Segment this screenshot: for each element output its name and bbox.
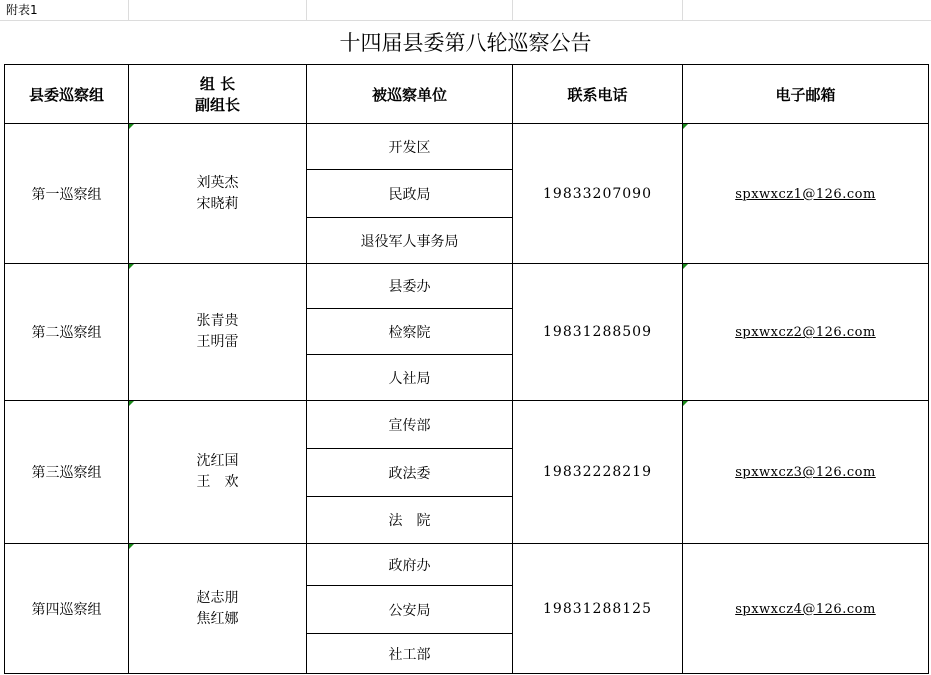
email-cell[interactable] bbox=[683, 544, 929, 674]
column-gridline bbox=[682, 0, 683, 20]
email-link[interactable]: spxwxcz4@126.com bbox=[735, 601, 876, 617]
deputy-leader-name: 王明雷 bbox=[196, 334, 239, 350]
unit-cell[interactable]: 检察院 bbox=[307, 309, 513, 355]
unit-cell[interactable]: 开发区 bbox=[307, 124, 513, 170]
attachment-label[interactable]: 附表1 bbox=[6, 3, 38, 17]
cell-comment-marker bbox=[129, 401, 134, 406]
leader-cell[interactable] bbox=[129, 401, 307, 544]
leader-cell[interactable] bbox=[129, 264, 307, 401]
table-row bbox=[5, 264, 929, 309]
cell-comment-marker bbox=[129, 264, 134, 269]
header-row bbox=[5, 65, 929, 124]
inspection-table bbox=[4, 64, 929, 674]
column-gridline bbox=[306, 0, 307, 20]
column-gridline bbox=[512, 0, 513, 20]
leader-cell[interactable] bbox=[129, 124, 307, 264]
header-units[interactable]: 被巡察单位 bbox=[307, 65, 513, 124]
group-name-cell[interactable]: 第四巡察组 bbox=[5, 544, 129, 674]
cell-comment-marker bbox=[683, 264, 688, 269]
email-cell[interactable] bbox=[683, 124, 929, 264]
header-leader-line1: 组 长 bbox=[199, 75, 236, 93]
header-email[interactable]: 电子邮箱 bbox=[683, 65, 929, 124]
unit-cell[interactable]: 政法委 bbox=[307, 449, 513, 497]
unit-cell[interactable]: 退役军人事务局 bbox=[307, 218, 513, 264]
leader-name: 张青贵 bbox=[196, 313, 239, 329]
phone-cell[interactable]: 19831288509 bbox=[513, 264, 683, 401]
unit-cell[interactable]: 法 院 bbox=[307, 497, 513, 544]
cell-comment-marker bbox=[129, 544, 134, 549]
deputy-leader-name: 宋晓莉 bbox=[196, 195, 239, 212]
leader-cell[interactable] bbox=[129, 544, 307, 674]
unit-cell[interactable]: 县委办 bbox=[307, 264, 513, 309]
cell-comment-marker bbox=[683, 401, 688, 406]
unit-cell[interactable]: 人社局 bbox=[307, 355, 513, 401]
header-group[interactable]: 县委巡察组 bbox=[5, 65, 129, 124]
row-gridline bbox=[0, 20, 931, 21]
unit-cell[interactable]: 民政局 bbox=[307, 170, 513, 218]
document-title[interactable]: 十四届县委第八轮巡察公告 bbox=[339, 31, 592, 55]
email-link[interactable]: spxwxcz1@126.com bbox=[735, 186, 876, 202]
table-row bbox=[5, 124, 929, 170]
table-row bbox=[5, 544, 929, 586]
email-link[interactable]: spxwxcz3@126.com bbox=[735, 465, 876, 480]
leader-name: 刘英杰 bbox=[196, 174, 239, 191]
phone-cell[interactable]: 19832228219 bbox=[513, 401, 683, 544]
deputy-leader-name: 焦红娜 bbox=[196, 610, 239, 627]
leader-name: 沈红国 bbox=[196, 453, 239, 469]
unit-cell[interactable]: 公安局 bbox=[307, 586, 513, 634]
header-phone[interactable]: 联系电话 bbox=[513, 65, 683, 124]
email-link[interactable]: spxwxcz2@126.com bbox=[735, 325, 876, 340]
column-gridline bbox=[128, 0, 129, 20]
group-name-cell[interactable]: 第三巡察组 bbox=[5, 401, 129, 544]
cell-comment-marker bbox=[683, 124, 688, 129]
email-cell[interactable] bbox=[683, 264, 929, 401]
group-name-cell[interactable]: 第一巡察组 bbox=[5, 124, 129, 264]
table-row bbox=[5, 401, 929, 449]
phone-cell[interactable]: 19833207090 bbox=[513, 124, 683, 264]
group-name-cell[interactable]: 第二巡察组 bbox=[5, 264, 129, 401]
unit-cell[interactable]: 宣传部 bbox=[307, 401, 513, 449]
header-leader[interactable] bbox=[129, 65, 307, 124]
cell-comment-marker bbox=[129, 124, 134, 129]
email-cell[interactable] bbox=[683, 401, 929, 544]
leader-name: 赵志朋 bbox=[196, 589, 239, 606]
phone-cell[interactable]: 19831288125 bbox=[513, 544, 683, 674]
deputy-leader-name: 王 欢 bbox=[196, 474, 239, 490]
unit-cell[interactable]: 政府办 bbox=[307, 544, 513, 586]
unit-cell[interactable]: 社工部 bbox=[307, 634, 513, 674]
header-leader-line2: 副组长 bbox=[194, 96, 240, 114]
